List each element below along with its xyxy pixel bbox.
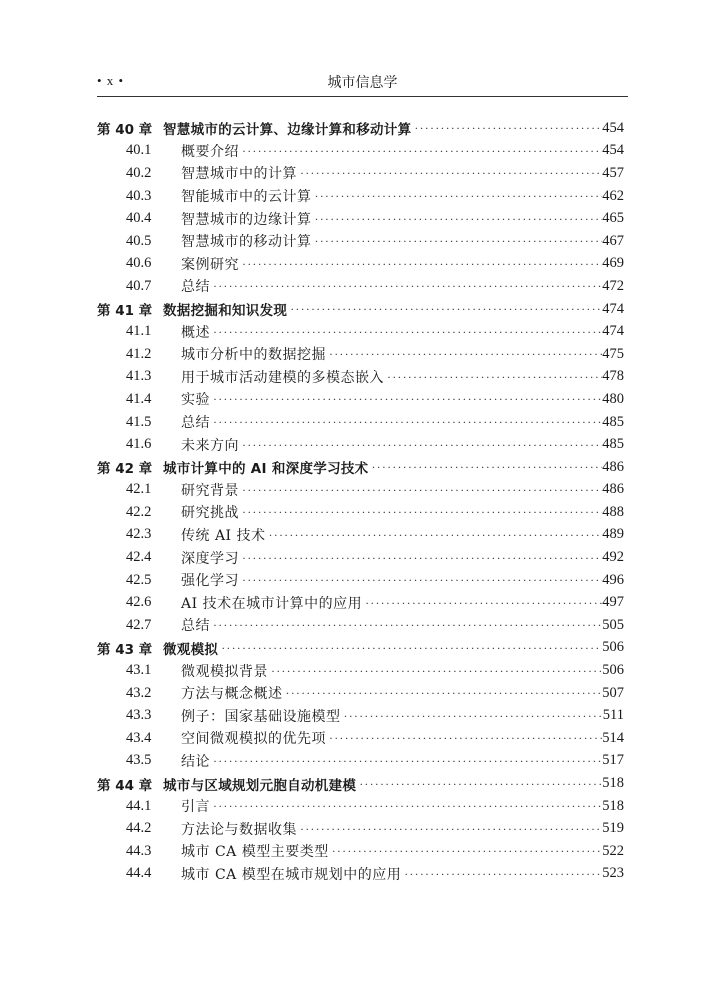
dot-leader xyxy=(356,778,602,790)
toc-section-row[interactable] xyxy=(97,682,624,705)
dot-leader xyxy=(239,258,602,270)
toc-section-row[interactable] xyxy=(97,750,624,773)
section-title: 方法与概念概述 xyxy=(181,686,283,703)
section-number: 40.7 xyxy=(126,277,152,294)
section-title: 方法论与数据收集 xyxy=(181,821,297,838)
dot-leader xyxy=(239,145,602,157)
section-title: 用于城市活动建模的多模态嵌入 xyxy=(181,369,384,386)
dot-leader xyxy=(384,371,602,383)
page-reference: 511 xyxy=(602,707,624,724)
toc-section-row[interactable] xyxy=(97,433,624,456)
section-number: 43.4 xyxy=(126,729,152,746)
section-number: 40.2 xyxy=(126,164,152,181)
page-reference: 485 xyxy=(602,413,624,430)
dot-leader xyxy=(368,461,602,473)
toc-chapter-row[interactable] xyxy=(97,298,624,321)
section-number: 41.6 xyxy=(126,436,152,453)
toc-section-row[interactable] xyxy=(97,140,624,163)
page-reference: 480 xyxy=(602,390,624,407)
chapter-number: 第 44 章 xyxy=(97,777,153,794)
section-number: 42.2 xyxy=(126,503,152,520)
section-title: 传统 AI 技术 xyxy=(181,527,266,544)
section-title: 深度学习 xyxy=(181,550,239,567)
section-title: 智慧城市的移动计算 xyxy=(181,234,312,251)
toc-section-row[interactable] xyxy=(97,388,624,411)
section-title: 微观模拟背景 xyxy=(181,663,268,680)
dot-leader xyxy=(210,755,602,767)
toc-section-row[interactable] xyxy=(97,366,624,389)
section-number: 42.6 xyxy=(126,594,152,611)
page-reference: 496 xyxy=(602,571,624,588)
chapter-title: 数据挖掘和知识发现 xyxy=(163,303,288,320)
section-number: 43.5 xyxy=(126,752,152,769)
toc-section-row[interactable] xyxy=(97,817,624,840)
toc-chapter-row[interactable] xyxy=(97,772,624,795)
section-number: 41.5 xyxy=(126,413,152,430)
dot-leader xyxy=(362,597,602,609)
toc-section-row[interactable] xyxy=(97,727,624,750)
dot-leader xyxy=(210,619,602,631)
dot-leader xyxy=(312,235,603,247)
page-reference: 497 xyxy=(602,594,624,611)
section-title: 未来方向 xyxy=(181,437,239,454)
section-title: 概要介绍 xyxy=(181,143,239,160)
page-reference: 454 xyxy=(602,119,624,136)
page-reference: 488 xyxy=(602,503,624,520)
page-reference: 465 xyxy=(602,210,624,227)
toc-chapter-row[interactable] xyxy=(97,117,624,140)
section-title: 案例研究 xyxy=(181,256,239,273)
dot-leader xyxy=(297,823,602,835)
dot-leader xyxy=(239,552,602,564)
section-title: 强化学习 xyxy=(181,573,239,590)
dot-leader xyxy=(411,122,602,134)
toc-section-row[interactable] xyxy=(97,343,624,366)
dot-leader xyxy=(210,416,602,428)
page-number: • x • xyxy=(97,73,125,88)
toc-section-row[interactable] xyxy=(97,207,624,230)
section-number: 44.2 xyxy=(126,820,152,837)
section-title: 总结 xyxy=(181,415,210,432)
section-number: 41.3 xyxy=(126,368,152,385)
dot-leader xyxy=(239,506,602,518)
table-of-contents xyxy=(97,117,624,885)
dot-leader xyxy=(210,800,602,812)
page-reference: 506 xyxy=(602,662,624,679)
page-reference: 472 xyxy=(602,277,624,294)
toc-section-row[interactable] xyxy=(97,704,624,727)
page-reference: 523 xyxy=(602,865,624,882)
section-number: 44.1 xyxy=(126,797,152,814)
section-number: 42.1 xyxy=(126,481,152,498)
page-reference: 454 xyxy=(602,142,624,159)
toc-section-row[interactable] xyxy=(97,840,624,863)
section-number: 40.6 xyxy=(126,255,152,272)
section-title: 智慧城市的边缘计算 xyxy=(181,211,312,228)
section-title: AI 技术在城市计算中的应用 xyxy=(181,595,363,612)
chapter-number: 第 42 章 xyxy=(97,461,153,478)
page-reference: 478 xyxy=(602,368,624,385)
page-reference: 519 xyxy=(602,820,624,837)
section-number: 41.4 xyxy=(126,390,152,407)
book-title: 城市信息学 xyxy=(327,75,398,91)
toc-section-row[interactable] xyxy=(97,524,624,547)
section-number: 42.4 xyxy=(126,549,152,566)
section-number: 40.3 xyxy=(126,187,152,204)
page-reference: 486 xyxy=(602,481,624,498)
toc-section-row[interactable] xyxy=(97,253,624,276)
page-reference: 486 xyxy=(602,458,624,475)
section-title: 结论 xyxy=(181,753,210,770)
section-title: 城市 CA 模型主要类型 xyxy=(181,844,329,861)
chapter-title: 城市计算中的 AI 和深度学习技术 xyxy=(163,461,369,478)
toc-section-row[interactable] xyxy=(97,569,624,592)
toc-section-row[interactable] xyxy=(97,185,624,208)
section-number: 44.4 xyxy=(126,865,152,882)
section-title: 智慧城市中的计算 xyxy=(181,166,297,183)
section-title: 研究挑战 xyxy=(181,505,239,522)
section-title: 智能城市中的云计算 xyxy=(181,189,312,206)
toc-section-row[interactable] xyxy=(97,795,624,818)
dot-leader xyxy=(326,732,602,744)
page-reference: 474 xyxy=(602,323,624,340)
section-number: 44.3 xyxy=(126,842,152,859)
dot-leader xyxy=(239,439,602,451)
dot-leader xyxy=(210,280,602,292)
dot-leader xyxy=(210,326,602,338)
section-title: 空间微观模拟的优先项 xyxy=(181,731,326,748)
dot-leader xyxy=(329,845,603,857)
section-title: 概述 xyxy=(181,324,210,341)
section-number: 43.2 xyxy=(126,684,152,701)
dot-leader xyxy=(341,710,603,722)
section-number: 43.1 xyxy=(126,662,152,679)
toc-section-row[interactable] xyxy=(97,479,624,502)
page-reference: 467 xyxy=(602,232,624,249)
page-reference: 485 xyxy=(602,436,624,453)
section-title: 研究背景 xyxy=(181,482,239,499)
dot-leader xyxy=(268,665,602,677)
toc-section-row[interactable] xyxy=(97,320,624,343)
dot-leader xyxy=(326,348,602,360)
section-number: 40.1 xyxy=(126,142,152,159)
section-title: 例子：国家基础设施模型 xyxy=(181,708,341,725)
section-number: 42.7 xyxy=(126,616,152,633)
section-number: 41.1 xyxy=(126,323,152,340)
toc-section-row[interactable] xyxy=(97,614,624,637)
toc-section-row[interactable] xyxy=(97,591,624,614)
toc-section-row[interactable] xyxy=(97,863,624,886)
section-number: 41.2 xyxy=(126,345,152,362)
page-reference: 474 xyxy=(602,300,624,317)
page-reference: 507 xyxy=(602,684,624,701)
dot-leader xyxy=(218,642,602,654)
section-number: 43.3 xyxy=(126,707,152,724)
running-header xyxy=(97,71,628,97)
chapter-number: 第 40 章 xyxy=(97,122,153,139)
dot-leader xyxy=(239,484,602,496)
dot-leader xyxy=(297,167,602,179)
dot-leader xyxy=(312,213,603,225)
page-reference: 522 xyxy=(602,842,624,859)
dot-leader xyxy=(266,529,603,541)
section-title: 城市分析中的数据挖掘 xyxy=(181,347,326,364)
page-reference: 462 xyxy=(602,187,624,204)
page-reference: 489 xyxy=(602,526,624,543)
dot-leader xyxy=(401,868,602,880)
section-title: 城市 CA 模型在城市规划中的应用 xyxy=(181,866,402,883)
page-reference: 492 xyxy=(602,549,624,566)
chapter-title: 城市与区域规划元胞自动机建模 xyxy=(163,777,357,794)
section-number: 40.5 xyxy=(126,232,152,249)
section-title: 总结 xyxy=(181,618,210,635)
page-reference: 475 xyxy=(602,345,624,362)
dot-leader xyxy=(283,687,603,699)
page-reference: 517 xyxy=(602,752,624,769)
toc-section-row[interactable] xyxy=(97,275,624,298)
page-reference: 469 xyxy=(602,255,624,272)
section-title: 引言 xyxy=(181,799,210,816)
chapter-title: 微观模拟 xyxy=(163,641,219,658)
dot-leader xyxy=(287,303,602,315)
chapter-number: 第 41 章 xyxy=(97,303,153,320)
toc-section-row[interactable] xyxy=(97,546,624,569)
section-number: 42.3 xyxy=(126,526,152,543)
toc-section-row[interactable] xyxy=(97,411,624,434)
toc-section-row[interactable] xyxy=(97,230,624,253)
dot-leader xyxy=(239,574,602,586)
toc-section-row[interactable] xyxy=(97,501,624,524)
page-reference: 518 xyxy=(602,797,624,814)
page-reference: 514 xyxy=(602,729,624,746)
page-reference: 518 xyxy=(602,775,624,792)
chapter-number: 第 43 章 xyxy=(97,641,153,658)
toc-section-row[interactable] xyxy=(97,162,624,185)
dot-leader xyxy=(210,393,602,405)
page-reference: 505 xyxy=(602,616,624,633)
page-reference: 506 xyxy=(602,639,624,656)
chapter-title: 智慧城市的云计算、边缘计算和移动计算 xyxy=(163,122,412,139)
toc-chapter-row[interactable] xyxy=(97,637,624,660)
section-number: 42.5 xyxy=(126,571,152,588)
page-reference: 457 xyxy=(602,164,624,181)
section-title: 总结 xyxy=(181,279,210,296)
toc-section-row[interactable] xyxy=(97,659,624,682)
section-number: 40.4 xyxy=(126,210,152,227)
toc-chapter-row[interactable] xyxy=(97,456,624,479)
dot-leader xyxy=(312,190,603,202)
header-rule xyxy=(97,96,628,97)
section-title: 实验 xyxy=(181,392,210,409)
